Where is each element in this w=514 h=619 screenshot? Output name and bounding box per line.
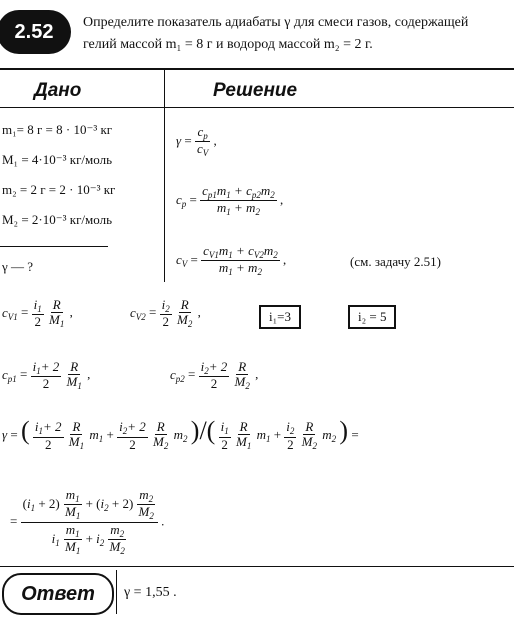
problem-statement-line-1: Определите показатель адиабаты γ для смеси газов, содержащей — [83, 15, 469, 30]
solution-header: Решение — [213, 80, 298, 101]
gamma-definition: γ = $\frac{c_p}{c_V}$ , — [176, 124, 217, 159]
reference-note: (см. задачу 2.51) — [350, 254, 441, 269]
header-divider — [0, 68, 514, 70]
columns-divider — [0, 107, 514, 108]
given-find: γ — ? — [2, 259, 34, 274]
cp1-formula: $c_{p1}$ = $\frac{i_1+ 2}{2}$ $\frac{R}{M_1}$ , — [2, 359, 91, 392]
i1-boxed-value: i₁=3 — [259, 305, 301, 329]
find-divider — [0, 246, 108, 247]
gamma-simplified: = $(i_1 + 2)$ $\frac{m_1}{M_1}$ + $(i_2 + 2)$ $\frac{m_2}{M_2}$ $i_1$ $\frac{m_1}{M_1}$ + $i_2$ $\frac{m_2}{M_2}$ . — [10, 487, 165, 557]
given-m2: m₂ = 2 г = 2 · 10⁻³ кг — [2, 182, 116, 197]
given-M1: M₁ = 4·10⁻³ кг/моль — [2, 152, 112, 167]
answer-label: Ответ — [2, 573, 114, 615]
answer-value: γ = 1,55 . — [124, 585, 177, 600]
problem-statement-line-2: гелий массой m₁ = 8 г и водород массой m₂ = 2 г. — [83, 37, 373, 52]
given-M2: M₂ = 2·10⁻³ кг/моль — [2, 212, 112, 227]
answer-separator — [116, 570, 117, 614]
given-header: Дано — [34, 80, 82, 101]
cv-mixture-formula: $c_V$ = $\frac{c_{V1}m_1 + c_{V2}m_2}{m_1 + m_2}$ , — [176, 243, 287, 278]
i2-boxed-value: i₂ = 5 — [348, 305, 396, 329]
cv1-formula: $c_{V1}$ = $\frac{i_1}{2}$ $\frac{R}{M_1}$ , — [2, 297, 73, 330]
cp-mixture-formula: $c_p$ = $\frac{c_{p1}m_1 + c_{p2}m_2}{m_1 + m_2}$ , — [176, 183, 284, 218]
answer-divider — [0, 566, 514, 567]
given-solution-separator — [164, 70, 165, 282]
problem-number-badge: 2.52 — [0, 10, 71, 54]
cp2-formula: $c_{p2}$ = $\frac{i_2+ 2}{2}$ $\frac{R}{M_2}$ , — [170, 359, 259, 392]
gamma-long-expression: γ = ( $\frac{i_1+ 2}{2}$ $\frac{R}{M_1}$ $m_1$ + $\frac{i_2+ 2}{2}$ $\frac{R}{M_2}$ $m_2$ )/( $\frac{i_1}{2}$ $\frac{R}{M_1}$ $m_1$ + $\frac{i_2}{2}$ $\frac{R}{M_2}$ $m_2$ ) = — [2, 416, 359, 452]
given-m1: m₁= 8 г = 8 · 10⁻³ кг — [2, 122, 113, 137]
cv2-formula: $c_{V2}$ = $\frac{i_2}{2}$ $\frac{R}{M_2}$ , — [130, 297, 201, 330]
